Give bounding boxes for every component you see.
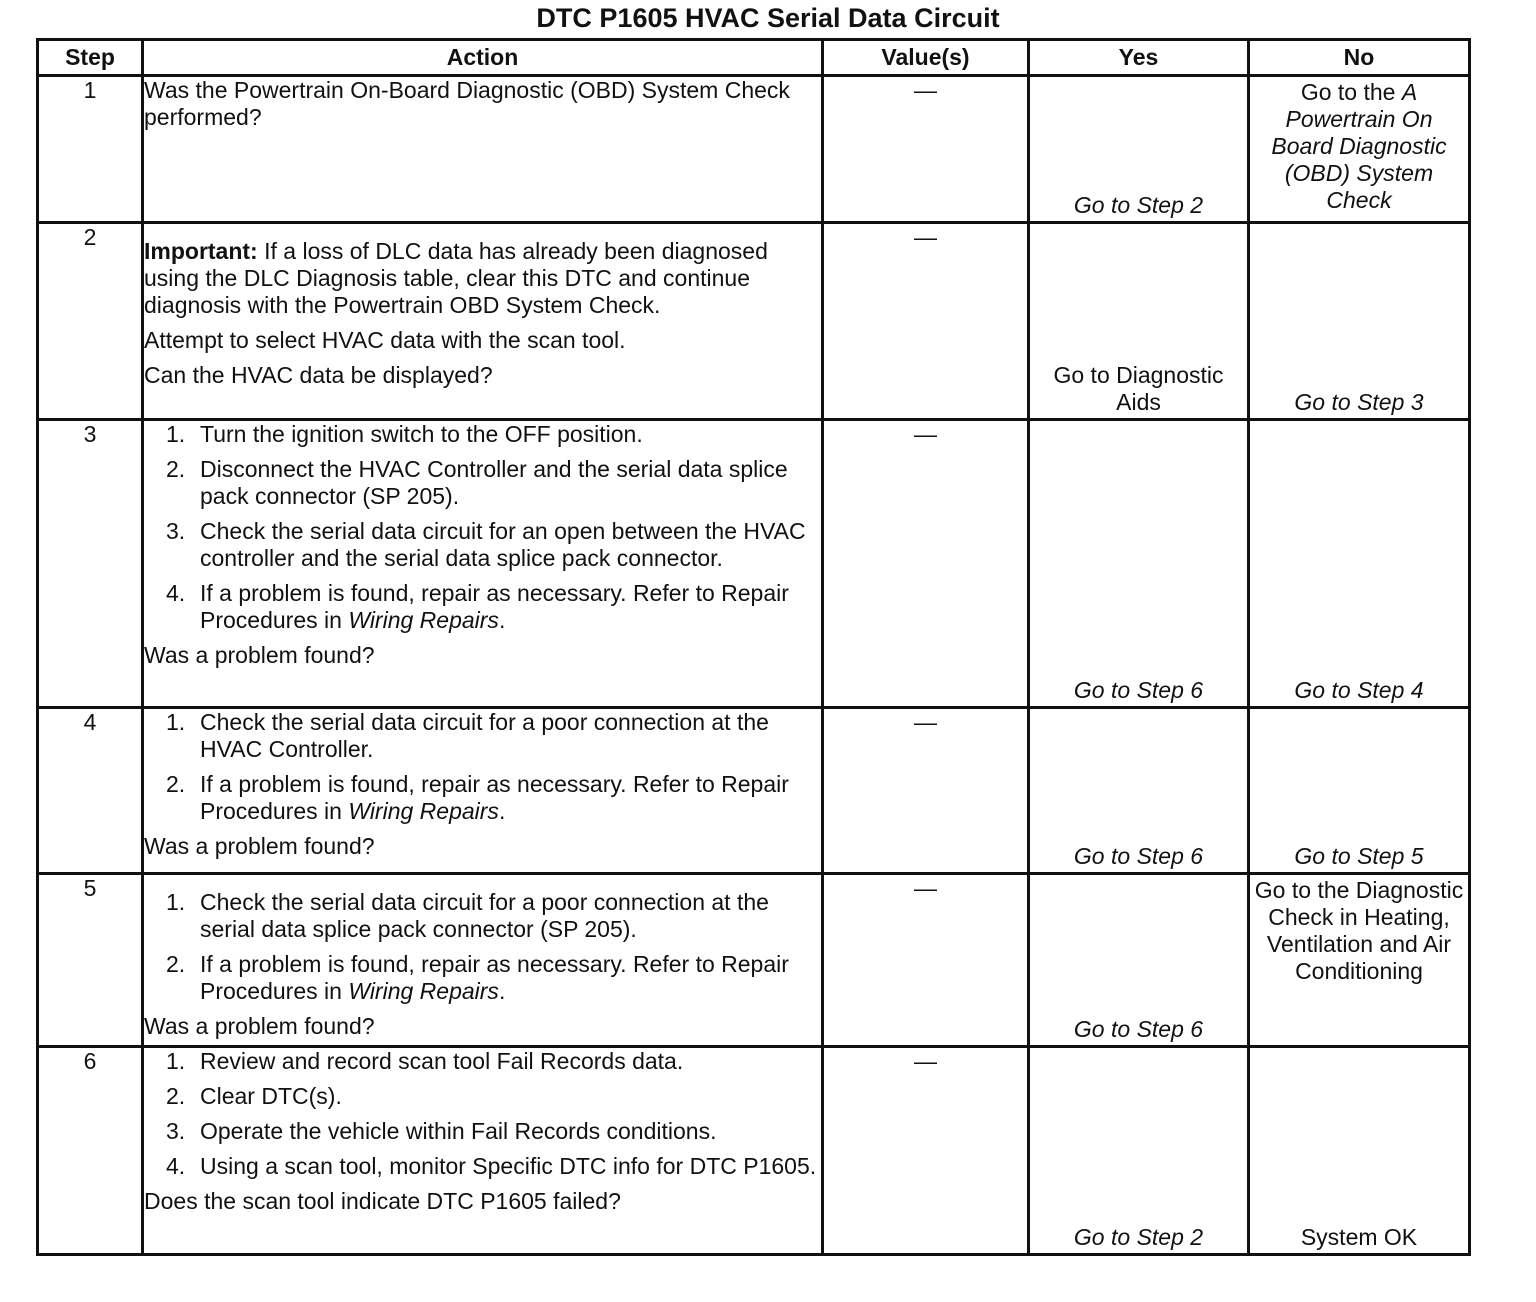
table-row bbox=[38, 76, 1470, 223]
item-text: Review and record scan tool Fail Records data. bbox=[200, 1048, 684, 1074]
action-question: Was a problem found? bbox=[144, 642, 375, 668]
yes-cell bbox=[1029, 420, 1249, 708]
item-text: Check the serial data circuit for a poor connection at the serial data splice pack connector (SP 205). bbox=[200, 889, 769, 942]
action-cell bbox=[143, 76, 823, 223]
header-yes: Yes bbox=[1029, 40, 1249, 76]
action-question: Was a problem found? bbox=[144, 1013, 375, 1039]
step-number: 6 bbox=[38, 1047, 143, 1255]
item-text: Clear DTC(s). bbox=[200, 1083, 342, 1109]
list-item bbox=[144, 421, 821, 448]
no-result-reference: A Powertrain On Board Diagnostic (OBD) System Check bbox=[1271, 79, 1447, 213]
no-result: Go to Step 3 bbox=[1294, 389, 1424, 415]
yes-result: Go to Step 6 bbox=[1073, 677, 1204, 703]
page-title: DTC P1605 HVAC Serial Data Circuit bbox=[536, 3, 1000, 33]
item-tail: . bbox=[498, 798, 506, 824]
step-number: 1 bbox=[38, 76, 143, 223]
step-number: 2 bbox=[38, 223, 143, 420]
table-row bbox=[38, 874, 1470, 1047]
header-no: No bbox=[1249, 40, 1470, 76]
action-text: Was the Powertrain On-Board Diagnostic (OBD) System Check performed? bbox=[144, 77, 790, 130]
action-cell bbox=[143, 223, 823, 420]
no-result: System OK bbox=[1300, 1224, 1418, 1250]
step-number: 4 bbox=[38, 708, 143, 874]
yes-cell bbox=[1029, 708, 1249, 874]
item-number: 2. bbox=[166, 951, 186, 977]
item-text: If a problem is found, repair as necessary. Refer to Repair Procedures in bbox=[200, 951, 789, 1004]
list-item bbox=[144, 951, 821, 1005]
step-number: 3 bbox=[38, 420, 143, 708]
table-row bbox=[38, 223, 1470, 420]
list-item bbox=[144, 709, 821, 763]
item-number: 1. bbox=[166, 421, 186, 447]
action-question: Can the HVAC data be displayed? bbox=[144, 362, 493, 388]
yes-result: Go to Step 2 bbox=[1073, 192, 1204, 218]
item-number: 2. bbox=[166, 771, 186, 797]
item-number: 1. bbox=[166, 1048, 186, 1074]
yes-cell bbox=[1029, 76, 1249, 223]
action-cell bbox=[143, 420, 823, 708]
no-result: Go to Step 5 bbox=[1294, 843, 1424, 869]
diagnostic-table bbox=[36, 38, 1471, 1256]
yes-result: Go to Step 6 bbox=[1073, 843, 1204, 869]
item-reference: Wiring Repairs bbox=[348, 978, 499, 1004]
no-cell bbox=[1249, 420, 1470, 708]
step-number: 5 bbox=[38, 874, 143, 1047]
item-reference: Wiring Repairs bbox=[348, 798, 499, 824]
list-item bbox=[144, 1083, 821, 1110]
yes-cell bbox=[1029, 874, 1249, 1047]
value-cell: — bbox=[823, 1047, 1029, 1255]
yes-result: Go to Diagnostic Aids bbox=[1053, 362, 1224, 415]
action-question: Was a problem found? bbox=[144, 833, 375, 859]
table-row bbox=[38, 1047, 1470, 1255]
list-item bbox=[144, 1048, 821, 1075]
item-text: Check the serial data circuit for a poor connection at the HVAC Controller. bbox=[200, 709, 769, 762]
procedure-list bbox=[144, 1048, 821, 1180]
item-number: 4. bbox=[166, 580, 186, 606]
value-cell: — bbox=[823, 708, 1029, 874]
no-cell bbox=[1249, 223, 1470, 420]
list-item bbox=[144, 580, 821, 634]
action-cell bbox=[143, 708, 823, 874]
header-step: Step bbox=[38, 40, 143, 76]
item-text: Operate the vehicle within Fail Records conditions. bbox=[200, 1118, 717, 1144]
list-item bbox=[144, 1153, 821, 1180]
procedure-list bbox=[144, 889, 821, 1005]
action-question: Does the scan tool indicate DTC P1605 failed? bbox=[144, 1188, 621, 1214]
item-text: If a problem is found, repair as necessary. Refer to Repair Procedures in bbox=[200, 580, 789, 633]
list-item bbox=[144, 518, 821, 572]
item-text: Check the serial data circuit for an open between the HVAC controller and the serial data splice pack connector. bbox=[200, 518, 806, 571]
item-number: 2. bbox=[166, 456, 186, 482]
action-cell bbox=[143, 874, 823, 1047]
value-cell: — bbox=[823, 223, 1029, 420]
table-row bbox=[38, 420, 1470, 708]
item-text: Using a scan tool, monitor Specific DTC info for DTC P1605. bbox=[200, 1153, 817, 1179]
item-number: 1. bbox=[166, 889, 186, 915]
no-result bbox=[1254, 79, 1464, 214]
yes-cell bbox=[1029, 223, 1249, 420]
item-tail: . bbox=[498, 607, 506, 633]
no-cell bbox=[1249, 874, 1470, 1047]
item-text: If a problem is found, repair as necessary. Refer to Repair Procedures in bbox=[200, 771, 789, 824]
procedure-list bbox=[144, 421, 821, 634]
no-result: Go to Step 4 bbox=[1294, 677, 1424, 703]
item-number: 3. bbox=[166, 1118, 186, 1144]
procedure-list bbox=[144, 709, 821, 825]
important-note bbox=[144, 238, 821, 319]
yes-cell bbox=[1029, 1047, 1249, 1255]
header-action: Action bbox=[143, 40, 823, 76]
table-header-row bbox=[38, 40, 1470, 76]
item-text: Disconnect the HVAC Controller and the serial data splice pack connector (SP 205). bbox=[200, 456, 788, 509]
value-cell: — bbox=[823, 76, 1029, 223]
list-item bbox=[144, 771, 821, 825]
list-item bbox=[144, 889, 821, 943]
action-cell bbox=[143, 1047, 823, 1255]
item-text: Turn the ignition switch to the OFF position. bbox=[200, 421, 643, 447]
no-cell bbox=[1249, 708, 1470, 874]
list-item bbox=[144, 456, 821, 510]
table-row bbox=[38, 708, 1470, 874]
item-tail: . bbox=[498, 978, 506, 1004]
no-cell bbox=[1249, 1047, 1470, 1255]
no-cell bbox=[1249, 76, 1470, 223]
yes-result: Go to Step 2 bbox=[1073, 1224, 1204, 1250]
important-text: If a loss of DLC data has already been diagnosed using the DLC Diagnosis table, clear this DTC and continue diagnosis with the Powertrain OBD System Check. bbox=[144, 238, 768, 318]
value-cell: — bbox=[823, 874, 1029, 1047]
item-number: 4. bbox=[166, 1153, 186, 1179]
item-number: 3. bbox=[166, 518, 186, 544]
no-result: Go to the Diagnostic Check in Heating, Ventilation and Air Conditioning bbox=[1254, 877, 1464, 984]
action-text: Attempt to select HVAC data with the scan tool. bbox=[144, 327, 626, 353]
item-number: 2. bbox=[166, 1083, 186, 1109]
important-label: Important: bbox=[144, 238, 258, 264]
no-result-prefix: Go to the bbox=[1300, 79, 1402, 105]
list-item bbox=[144, 1118, 821, 1145]
item-number: 1. bbox=[166, 709, 186, 735]
item-reference: Wiring Repairs bbox=[348, 607, 499, 633]
yes-result: Go to Step 6 bbox=[1073, 1016, 1204, 1042]
value-cell: — bbox=[823, 420, 1029, 708]
header-values: Value(s) bbox=[823, 40, 1029, 76]
